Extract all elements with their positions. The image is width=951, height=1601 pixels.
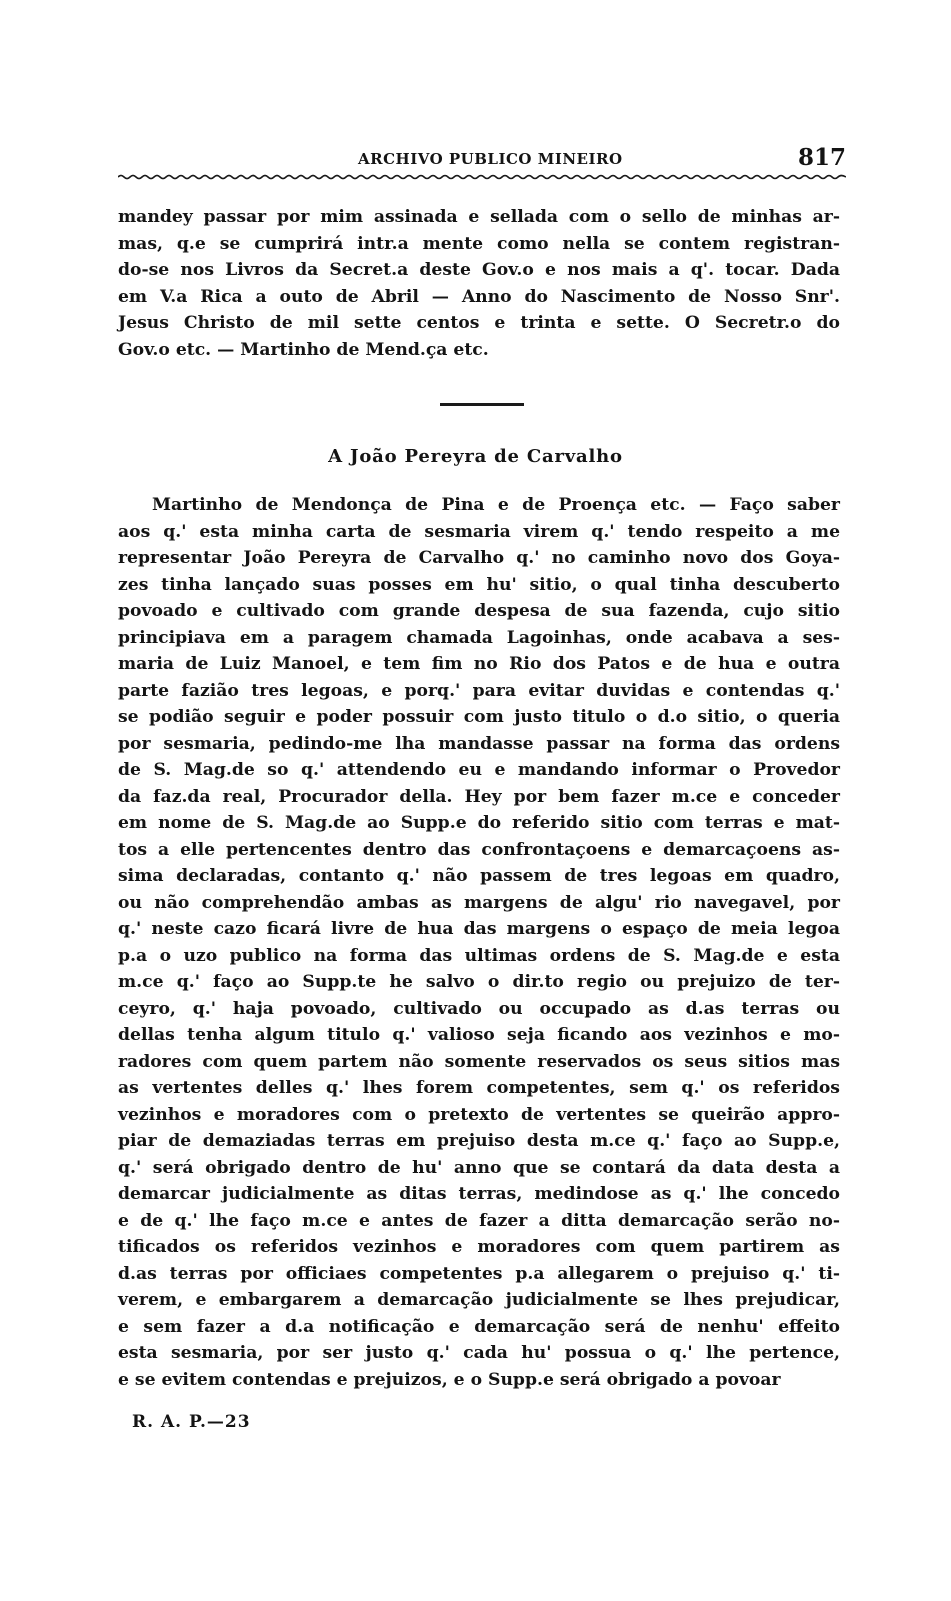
text-line: por sesmaria, pedindo-me lha mandasse passar na forma das ordens — [118, 733, 840, 754]
text-line: Gov.o etc. — Martinho de Mend.ça etc. — [118, 339, 489, 360]
text-line: piar de demaziadas terras em prejuiso desta m.ce q.' faço ao Supp.e, — [118, 1131, 840, 1151]
text-line: vezinhos e moradores com o pretexto de vertentes se queirão appro- — [118, 1104, 840, 1125]
text-line: em V.a Rica a outo de Abril — Anno do Nascimento de Nosso Snr'. — [118, 286, 840, 307]
text-line: Martinho de Mendonça de Pina e de Proença etc. — Faço saber — [152, 495, 840, 515]
text-line: representar João Pereyra de Carvalho q.' no caminho novo dos Goya- — [118, 548, 840, 568]
section-separator — [440, 403, 524, 406]
page-header — [118, 144, 846, 180]
text-line: m.ce q.' faço ao Supp.te he salvo o dir.to regio ou prejuizo de ter- — [118, 972, 840, 992]
text-line: mandey passar por mim assinada e sellada com o sello de minhas ar- — [118, 207, 840, 227]
text-line: mas, q.e se cumprirá intr.a mente como nella se contem registran- — [118, 233, 840, 254]
text-line: da faz.da real, Procurador della. Hey por bem fazer m.ce e conceder — [118, 786, 840, 807]
text-line: em nome de S. Mag.de ao Supp.e do referido sitio com terras e mat- — [118, 813, 840, 833]
text-line: radores com quem partem não somente reservados os seus sitios mas — [118, 1051, 840, 1072]
text-line: tos a elle pertencentes dentro das confrontaçoens e demarcaçoens as- — [118, 839, 840, 860]
section-title: A João Pereyra de Carvalho — [328, 446, 623, 467]
text-line: q.' neste cazo ficará livre de hua das margens o espaço de meia legoa — [118, 919, 840, 939]
text-line: p.a o uzo publico na forma das ultimas ordens de S. Mag.de e esta — [118, 945, 840, 966]
text-line: demarcar judicialmente as ditas terras, medindose as q.' lhe concedo — [118, 1184, 840, 1204]
text-line: zes tinha lançado suas posses em hu' sitio, o qual tinha descuberto — [118, 574, 840, 595]
text-line: Jesus Christo de mil sette centos e trinta e sette. O Secretr.o do — [118, 313, 840, 333]
text-line: de S. Mag.de so q.' attendendo eu e mandando informar o Provedor — [118, 760, 840, 780]
text-line: e se evitem contendas e prejuizos, e o Supp.e será obrigado a povoar — [118, 1369, 781, 1390]
signature-mark: R. A. P.—23 — [132, 1412, 251, 1432]
page-number: 817 — [797, 144, 846, 171]
text-line: esta sesmaria, por ser justo q.' cada hu' possua o q.' lhe pertence, — [118, 1343, 840, 1363]
text-line: verem, e embargarem a demarcação judicialmente se lhes prejudicar, — [118, 1290, 840, 1310]
text-line: aos q.' esta minha carta de sesmaria virem q.' tendo respeito a me — [118, 521, 840, 542]
text-line: ceyro, q.' haja povoado, cultivado ou occupado as d.as terras ou — [118, 998, 840, 1019]
text-line: principiava em a paragem chamada Lagoinhas, onde acabava a ses- — [118, 627, 840, 648]
text-line: e sem fazer a d.a notificação e demarcação será de nenhu' effeito — [118, 1316, 840, 1337]
text-line: tificados os referidos vezinhos e moradores com quem partirem as — [118, 1237, 840, 1257]
text-line: ou não comprehendão ambas as margens de algu' rio navegavel, por — [118, 892, 840, 913]
header-rule — [118, 174, 846, 180]
text-line: se podião seguir e poder possuir com justo titulo o d.o sitio, o queria — [118, 707, 840, 727]
closing-paragraph — [118, 204, 840, 363]
text-line: as vertentes delles q.' lhes forem competentes, sem q.' os referidos — [118, 1078, 840, 1098]
sesmaria-paragraph — [118, 492, 840, 1393]
text-line: maria de Luiz Manoel, e tem fim no Rio dos Patos e de hua e outra — [118, 654, 840, 674]
text-line: sima declaradas, contanto q.' não passem de tres legoas em quadro, — [118, 866, 840, 886]
text-line: d.as terras por officiaes competentes p.a allegarem o prejuiso q.' ti- — [118, 1263, 840, 1284]
text-line: povoado e cultivado com grande despesa de sua fazenda, cujo sitio — [118, 601, 840, 621]
text-line: do-se nos Livros da Secret.a deste Gov.o e nos mais a q'. tocar. Dada — [118, 260, 840, 280]
text-line: e de q.' lhe faço m.ce e antes de fazer a ditta demarcação serão no- — [118, 1210, 840, 1231]
text-line: parte fazião tres legoas, e porq.' para evitar duvidas e contendas q.' — [118, 680, 840, 701]
text-line: dellas tenha algum titulo q.' valioso seja ficando aos vezinhos e mo- — [118, 1025, 840, 1045]
running-head: ARCHIVO PUBLICO MINEIRO — [358, 150, 623, 168]
text-line: q.' será obrigado dentro de hu' anno que se contará da data desta a — [118, 1157, 840, 1178]
